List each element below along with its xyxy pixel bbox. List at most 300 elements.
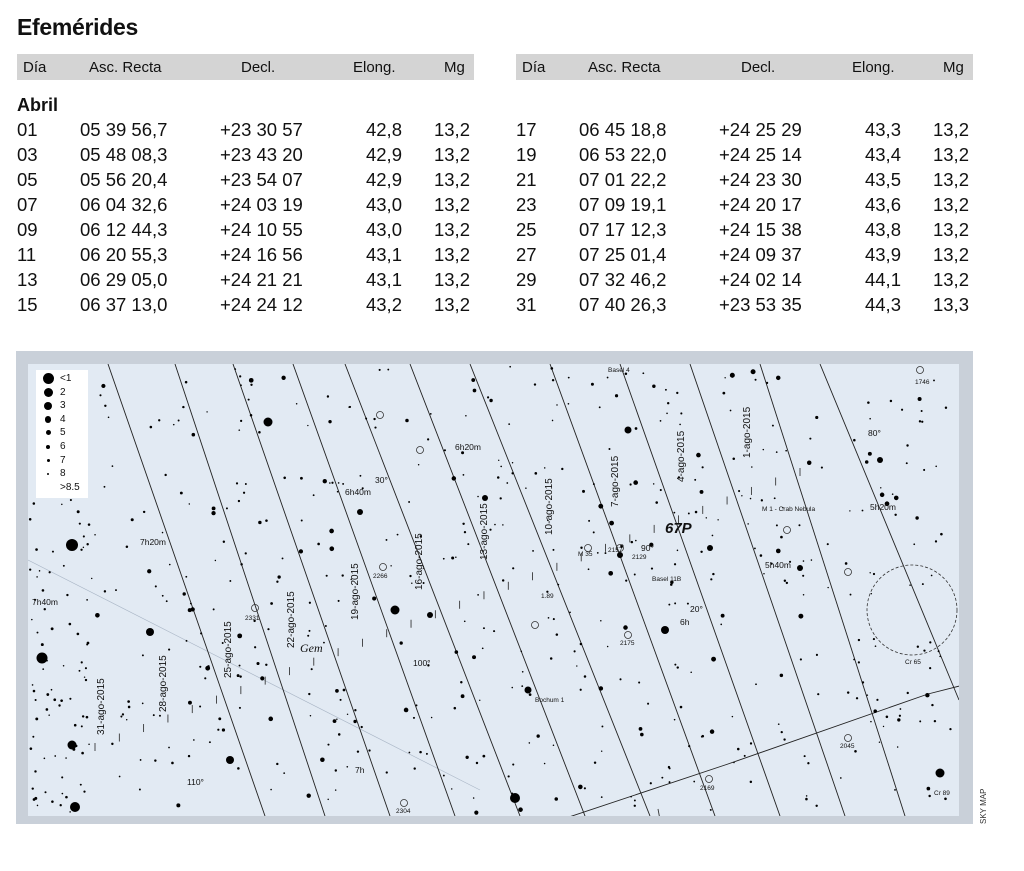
star	[677, 666, 679, 668]
star	[897, 746, 899, 748]
cell-ra: 05 56 20,4	[80, 169, 168, 190]
table-row	[516, 244, 976, 269]
star	[751, 369, 756, 374]
star	[798, 614, 803, 619]
star	[780, 536, 783, 539]
table-row	[516, 119, 976, 144]
star	[32, 684, 34, 686]
star	[521, 650, 523, 652]
star	[803, 560, 805, 562]
star	[815, 416, 818, 419]
star	[815, 805, 817, 807]
star	[254, 646, 256, 648]
header-elong: Elong.	[353, 59, 396, 76]
header-day: Día	[522, 59, 546, 76]
ra-grid-line	[233, 364, 390, 816]
star	[737, 748, 740, 751]
star	[638, 682, 640, 684]
star	[335, 789, 336, 790]
star	[82, 715, 84, 717]
star	[755, 683, 757, 685]
star	[411, 583, 412, 584]
star	[112, 465, 114, 467]
star	[732, 457, 735, 460]
header-day: Día	[23, 59, 47, 76]
star	[44, 758, 46, 760]
star	[584, 675, 587, 678]
star	[405, 419, 409, 423]
star	[31, 619, 32, 620]
cell-mag: 13,2	[932, 119, 969, 140]
star	[333, 719, 337, 723]
star	[690, 671, 692, 673]
cell-day: 25	[516, 219, 537, 240]
cell-dec: +24 10 55	[220, 219, 303, 240]
star	[68, 544, 70, 546]
legend-item	[40, 399, 88, 412]
star	[270, 789, 272, 791]
star	[65, 796, 68, 799]
object-label: 1746	[915, 379, 930, 386]
star	[710, 809, 712, 811]
star	[601, 751, 602, 752]
star	[522, 671, 524, 673]
star	[33, 502, 36, 505]
star	[239, 707, 241, 709]
star	[870, 721, 872, 723]
star	[599, 406, 601, 408]
star	[296, 403, 298, 405]
star	[754, 548, 756, 550]
star	[921, 421, 923, 423]
star	[248, 399, 250, 401]
track-date-label: 19-ago-2015	[350, 563, 361, 620]
star	[341, 574, 343, 576]
star	[166, 600, 168, 602]
star	[500, 466, 502, 468]
star	[391, 606, 400, 615]
star	[331, 482, 333, 484]
star	[661, 777, 663, 779]
cell-ra: 07 09 19,1	[579, 194, 667, 215]
star	[776, 549, 781, 554]
star	[763, 449, 764, 450]
star	[550, 657, 553, 660]
star	[544, 467, 546, 469]
star	[368, 749, 370, 751]
star	[712, 535, 714, 537]
star	[921, 410, 923, 412]
star	[337, 491, 339, 493]
star	[69, 811, 71, 813]
ra-grid-line	[820, 364, 959, 700]
cell-day: 21	[516, 169, 537, 190]
star	[776, 524, 778, 526]
cell-day: 15	[17, 294, 38, 315]
legend-star-marker	[46, 430, 51, 435]
star	[237, 767, 240, 770]
star	[211, 511, 215, 515]
star	[897, 718, 900, 721]
star	[180, 492, 183, 495]
star	[120, 716, 122, 718]
star	[529, 693, 532, 696]
table-row	[17, 169, 477, 194]
star	[182, 406, 184, 408]
star	[213, 608, 215, 610]
star	[850, 594, 852, 596]
star	[853, 659, 855, 661]
star	[35, 699, 37, 701]
star	[426, 753, 428, 755]
star	[313, 494, 315, 496]
star	[776, 451, 778, 453]
star	[668, 604, 670, 606]
star	[667, 402, 669, 404]
star	[419, 751, 422, 754]
star	[465, 756, 468, 759]
star	[357, 509, 363, 515]
star	[85, 667, 87, 669]
track-date-label: 16-ago-2015	[414, 533, 425, 590]
star	[476, 762, 478, 764]
star	[674, 563, 676, 565]
star	[868, 452, 872, 456]
star	[199, 705, 201, 707]
star	[471, 378, 475, 382]
comet-label: 67P	[665, 520, 692, 537]
star	[60, 804, 62, 806]
deep-sky-marker	[625, 632, 632, 639]
star	[35, 548, 38, 551]
star	[119, 776, 121, 778]
star	[229, 580, 231, 582]
star	[869, 572, 870, 573]
star	[185, 576, 187, 578]
grid-label: 7h20m	[140, 537, 166, 547]
star	[365, 418, 367, 420]
header-mag: Mg	[943, 59, 964, 76]
track-date-label: 31-ago-2015	[96, 678, 107, 735]
star	[72, 748, 75, 751]
star	[525, 487, 527, 489]
star	[173, 424, 175, 426]
star	[642, 372, 644, 374]
star	[86, 599, 88, 601]
star	[576, 665, 577, 666]
cell-day: 31	[516, 294, 537, 315]
cell-dec: +24 20 17	[719, 194, 802, 215]
star	[126, 719, 127, 720]
star	[300, 477, 303, 480]
star	[806, 795, 808, 797]
star	[162, 595, 164, 597]
star	[258, 521, 261, 524]
star	[329, 482, 331, 484]
star	[387, 369, 389, 371]
star	[36, 576, 38, 578]
star	[39, 570, 41, 572]
cell-dec: +24 24 12	[220, 294, 303, 315]
cell-day: 19	[516, 144, 537, 165]
cell-dec: +24 09 37	[719, 244, 802, 265]
star	[552, 420, 554, 422]
star	[660, 420, 662, 422]
star	[760, 554, 763, 557]
ra-grid-line	[620, 364, 780, 816]
star	[635, 427, 638, 430]
cell-dec: +24 25 29	[719, 119, 802, 140]
star	[869, 418, 871, 420]
star	[582, 490, 585, 493]
star	[81, 752, 84, 755]
star	[84, 676, 85, 677]
star	[598, 504, 603, 509]
star	[342, 483, 344, 485]
legend-star-marker	[44, 402, 52, 410]
star	[79, 523, 81, 525]
ra-grid-line	[410, 364, 585, 816]
star	[270, 602, 273, 605]
star	[498, 460, 499, 461]
star	[935, 540, 937, 542]
star	[774, 497, 776, 499]
star	[477, 594, 479, 596]
star	[464, 620, 466, 622]
star	[307, 635, 309, 637]
star	[455, 557, 456, 558]
deep-sky-marker	[784, 527, 791, 534]
star	[69, 698, 71, 700]
star	[479, 700, 480, 701]
star	[95, 613, 100, 618]
star	[700, 551, 702, 553]
table-row	[516, 194, 976, 219]
legend-item	[40, 467, 88, 480]
star	[588, 520, 590, 522]
star	[721, 614, 725, 618]
object-label: 2331	[245, 615, 260, 622]
star	[477, 496, 479, 498]
star	[712, 573, 714, 575]
star	[48, 714, 50, 716]
star	[192, 608, 194, 610]
star	[209, 741, 211, 743]
cell-ra: 06 45 18,8	[579, 119, 667, 140]
star	[171, 762, 174, 765]
star	[200, 632, 202, 634]
star	[556, 633, 559, 636]
star	[899, 715, 901, 717]
star	[186, 640, 188, 642]
object-label: Basel 11B	[652, 576, 682, 583]
star	[58, 704, 60, 706]
star	[913, 543, 915, 545]
star	[489, 399, 492, 402]
star	[634, 799, 636, 801]
star	[413, 717, 415, 719]
star	[427, 438, 429, 440]
star	[409, 575, 411, 577]
star	[518, 807, 523, 812]
cell-day: 05	[17, 169, 38, 190]
deep-sky-marker	[845, 569, 852, 576]
star	[46, 708, 49, 711]
track-date-label: 10-ago-2015	[544, 478, 555, 535]
star	[680, 706, 683, 709]
cell-mag: 13,2	[932, 244, 969, 265]
star	[717, 519, 718, 520]
star	[207, 665, 209, 667]
star	[702, 466, 704, 468]
star	[922, 583, 924, 585]
grid-label: 7h40m	[32, 597, 58, 607]
star	[615, 394, 618, 397]
star	[594, 761, 596, 763]
star	[744, 755, 746, 757]
star	[917, 646, 919, 648]
cell-dec: +24 02 14	[719, 269, 802, 290]
cell-mag: 13,2	[433, 219, 470, 240]
star	[226, 507, 228, 509]
star	[578, 785, 583, 790]
star	[140, 759, 142, 761]
star	[443, 775, 445, 777]
star	[260, 676, 264, 680]
star	[761, 499, 763, 501]
star	[936, 769, 945, 778]
cell-mag: 13,2	[433, 294, 470, 315]
cell-dec: +23 30 57	[220, 119, 303, 140]
star	[357, 750, 359, 752]
ra-grid-line	[175, 364, 325, 816]
header-ra: Asc. Recta	[89, 59, 162, 76]
sky-map-chart	[28, 364, 959, 816]
star	[155, 585, 157, 587]
star	[46, 660, 48, 662]
star	[222, 728, 225, 731]
legend-label: 5	[60, 427, 66, 439]
star	[512, 567, 514, 569]
star	[37, 632, 39, 634]
star	[44, 791, 46, 793]
star	[600, 620, 602, 622]
star	[360, 475, 362, 477]
star	[894, 496, 899, 501]
star	[430, 413, 432, 415]
star	[534, 472, 537, 475]
star	[51, 627, 54, 630]
star	[553, 744, 555, 746]
star	[348, 406, 350, 408]
star	[631, 541, 633, 543]
star	[862, 510, 864, 512]
grid-label: 110°	[187, 777, 204, 787]
cell-dec: +23 43 20	[220, 144, 303, 165]
star	[931, 575, 933, 577]
star	[338, 600, 340, 602]
legend-star-marker	[45, 416, 52, 423]
star	[245, 552, 247, 554]
star	[308, 693, 310, 695]
star	[431, 717, 433, 719]
legend-item	[40, 440, 88, 453]
star	[147, 569, 151, 573]
star	[452, 476, 456, 480]
star	[780, 674, 783, 677]
star	[639, 727, 643, 731]
star	[88, 523, 91, 526]
star	[240, 420, 242, 422]
star	[79, 670, 81, 672]
star	[35, 717, 38, 720]
star	[327, 395, 329, 397]
cell-day: 03	[17, 144, 38, 165]
cell-ra: 07 17 12,3	[579, 219, 667, 240]
star	[104, 405, 106, 407]
star	[849, 510, 850, 511]
deep-sky-marker	[380, 564, 387, 571]
grid-label: 20°	[690, 604, 703, 614]
star	[243, 492, 245, 494]
grid-label: 80°	[868, 428, 881, 438]
star	[146, 628, 154, 636]
star	[193, 739, 195, 741]
star	[258, 431, 261, 434]
cell-elong: 43,8	[864, 219, 901, 240]
star	[907, 692, 909, 694]
star	[188, 608, 192, 612]
star	[265, 519, 268, 522]
star	[183, 592, 186, 595]
star	[60, 699, 63, 702]
star	[237, 633, 242, 638]
star	[338, 733, 341, 736]
legend-label: 7	[60, 454, 66, 466]
legend-label: 4	[60, 413, 66, 425]
star	[700, 490, 704, 494]
star	[875, 645, 877, 647]
star	[880, 487, 881, 488]
star	[87, 642, 90, 645]
legend-star-marker	[47, 473, 49, 475]
star	[679, 424, 681, 426]
cell-dec: +23 54 07	[220, 169, 303, 190]
star	[83, 547, 84, 548]
star	[772, 425, 774, 427]
star	[623, 625, 628, 630]
star	[605, 552, 607, 554]
star	[49, 571, 51, 573]
star	[115, 589, 117, 591]
table-row	[17, 269, 477, 294]
cell-dec: +24 23 30	[719, 169, 802, 190]
star	[323, 479, 327, 483]
star	[455, 650, 459, 654]
star	[169, 564, 171, 566]
star	[190, 603, 192, 605]
table-row	[17, 244, 477, 269]
star	[607, 646, 609, 648]
cell-elong: 43,3	[864, 119, 901, 140]
cell-elong: 42,9	[365, 169, 402, 190]
object-label: 2045	[840, 743, 855, 750]
deep-sky-marker	[417, 447, 424, 454]
star	[63, 565, 65, 567]
star	[206, 411, 207, 412]
star	[326, 575, 328, 577]
cell-ra: 07 25 01,4	[579, 244, 667, 265]
